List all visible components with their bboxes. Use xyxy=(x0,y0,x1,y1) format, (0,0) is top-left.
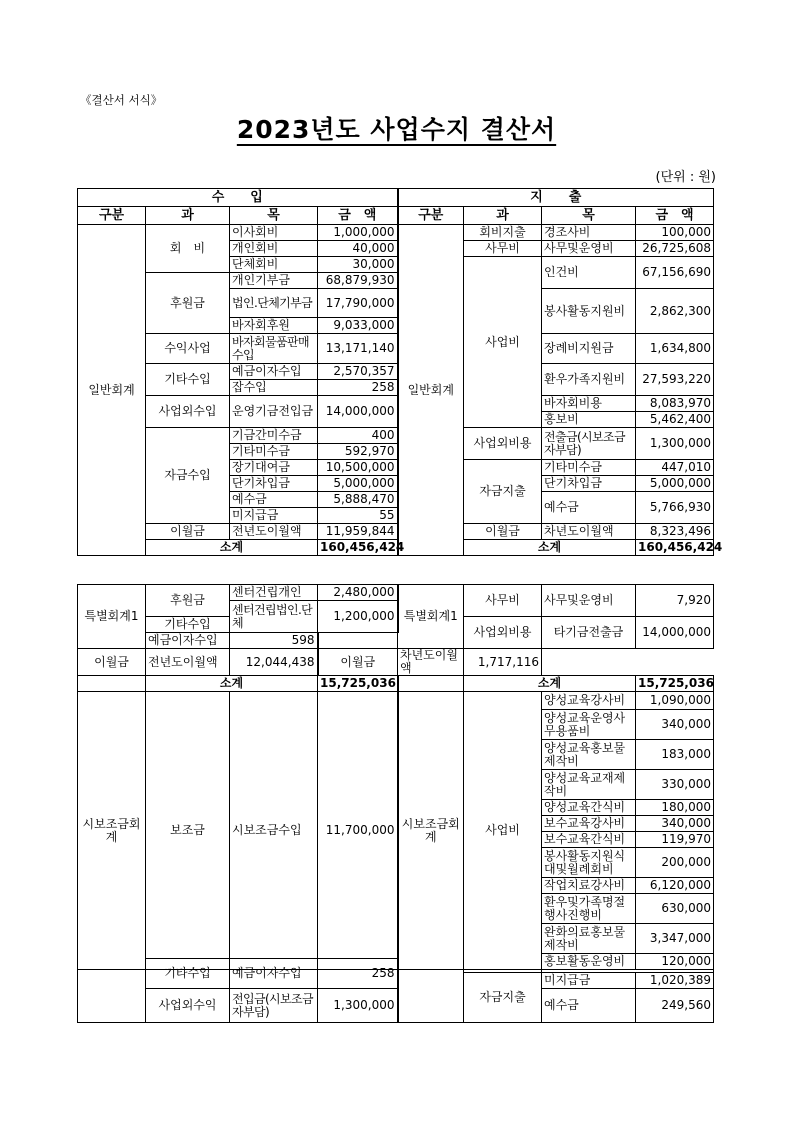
table-row xyxy=(78,396,714,412)
gwa-cell: 사업외수입 xyxy=(146,396,230,428)
gwa-cell: 보조금 xyxy=(146,692,230,970)
amount-cell: 14,000,000 xyxy=(318,396,398,428)
gwa-cell: 회비지출 xyxy=(464,225,542,241)
empty-cell xyxy=(464,959,542,973)
subtotal-label: 소계 xyxy=(146,540,318,556)
mok-cell: 단체회비 xyxy=(230,257,318,273)
gwa-cell: 후원금 xyxy=(146,585,230,617)
amount-cell: 258 xyxy=(318,959,398,989)
mok-cell: 사무및운영비 xyxy=(542,241,636,257)
gwa-cell: 자금수입 xyxy=(146,428,230,524)
gwa-cell: 기타수입 xyxy=(146,617,230,633)
table-row xyxy=(78,989,714,1005)
amount-cell: 14,000,000 xyxy=(636,617,714,649)
gwa-cell: 사무비 xyxy=(464,585,542,617)
mok-cell: 차년도이월액 xyxy=(542,524,636,540)
amount-cell: 630,000 xyxy=(636,894,714,924)
header-row-2 xyxy=(78,207,714,225)
mok-cell: 차년도이월액 xyxy=(398,649,464,676)
amount-cell: 200,000 xyxy=(636,848,714,878)
amount-cell: 11,959,844 xyxy=(318,524,398,540)
amount-cell: 1,200,000 xyxy=(318,601,398,633)
gwa-cell: 이월금 xyxy=(464,524,542,540)
gwa-cell: 후원금 xyxy=(146,273,230,334)
expense-gubun-header: 구분 xyxy=(398,207,464,225)
mok-cell: 예금이자수입 xyxy=(230,364,318,380)
mok-cell: 전년도이월액 xyxy=(146,649,230,676)
mok-cell: 양성교육간식비 xyxy=(542,800,636,816)
income-gwa-header: 과 xyxy=(146,207,230,225)
subtotal-amount: 15,725,036 xyxy=(636,676,714,692)
mok-cell: 예수금 xyxy=(542,989,636,1023)
amount-cell: 1,717,116 xyxy=(464,649,542,676)
amount-cell: 2,480,000 xyxy=(318,585,398,601)
amount-cell: 3,347,000 xyxy=(636,924,714,954)
amount-cell: 2,862,300 xyxy=(636,289,714,334)
page-title xyxy=(0,110,793,146)
mok-cell: 봉사활동지원비 xyxy=(542,289,636,334)
amount-cell: 55 xyxy=(318,508,398,524)
empty-cell xyxy=(78,959,146,1023)
mok-cell: 예금이자수입 xyxy=(146,633,230,649)
mok-cell: 예수금 xyxy=(230,492,318,508)
mok-cell: 양성교육운영사무용품비 xyxy=(542,710,636,740)
amount-cell: 9,033,000 xyxy=(318,318,398,334)
table-row xyxy=(78,959,714,973)
amount-cell: 1,020,389 xyxy=(636,973,714,989)
amount-cell: 592,970 xyxy=(318,444,398,460)
table-row xyxy=(78,428,714,444)
mok-cell: 환우가족지원비 xyxy=(542,364,636,396)
mok-cell: 홍보활동운영비 xyxy=(542,954,636,970)
amount-cell: 12,044,438 xyxy=(230,649,318,676)
income-amount-header: 금 액 xyxy=(318,207,398,225)
amount-cell: 2,570,357 xyxy=(318,364,398,380)
header-row-1 xyxy=(78,189,714,207)
amount-cell: 120,000 xyxy=(636,954,714,970)
mok-cell: 인건비 xyxy=(542,257,636,289)
amount-cell: 5,462,400 xyxy=(636,412,714,428)
subtotal-amount: 160,456,424 xyxy=(636,540,714,556)
gwa-cell: 수익사업 xyxy=(146,334,230,364)
expense-mok-header: 목 xyxy=(542,207,636,225)
subtotal-amount: 160,456,424 xyxy=(318,540,398,556)
amount-cell: 5,000,000 xyxy=(318,476,398,492)
section-label-general-expense: 일반회계 xyxy=(398,225,464,556)
subtotal-label: 소계 xyxy=(464,676,636,692)
settlement-table-bottom xyxy=(77,958,714,1023)
mok-cell: 전입금(시보조금자부담) xyxy=(230,989,318,1023)
gwa-cell: 사업비 xyxy=(464,692,542,970)
amount-cell: 258 xyxy=(318,380,398,396)
gwa-cell: 사무비 xyxy=(464,241,542,257)
mok-cell: 전년도이월액 xyxy=(230,524,318,540)
gwa-cell: 사업외수익 xyxy=(146,989,230,1023)
mok-cell: 봉사활동지원식대및월례회비 xyxy=(542,848,636,878)
empty-cell xyxy=(398,676,464,692)
gwa-cell: 사업외비용 xyxy=(464,617,542,649)
mok-cell: 바자회물품판매수입 xyxy=(230,334,318,364)
amount-cell: 330,000 xyxy=(636,770,714,800)
amount-cell: 1,300,000 xyxy=(636,428,714,460)
amount-cell: 40,000 xyxy=(318,241,398,257)
amount-cell: 249,560 xyxy=(636,989,714,1023)
gwa-cell: 기타수입 xyxy=(146,959,230,989)
amount-cell: 67,156,690 xyxy=(636,257,714,289)
mok-cell: 양성교육강사비 xyxy=(542,692,636,710)
amount-cell: 17,790,000 xyxy=(318,289,398,318)
subtotal-label: 소계 xyxy=(146,676,318,692)
amount-cell: 6,120,000 xyxy=(636,878,714,894)
amount-cell: 180,000 xyxy=(636,800,714,816)
mok-cell: 환우및가족명절행사진행비 xyxy=(542,894,636,924)
amount-cell: 8,083,970 xyxy=(636,396,714,412)
mok-cell: 기금간미수금 xyxy=(230,428,318,444)
subtotal-row xyxy=(78,676,714,692)
income-header: 수 입 xyxy=(78,189,398,207)
gwa-cell: 이월금 xyxy=(78,649,146,676)
amount-cell: 1,300,000 xyxy=(318,989,398,1023)
mok-cell: 시보조금수입 xyxy=(230,692,318,970)
amount-cell: 1,000,000 xyxy=(318,225,398,241)
table-row xyxy=(78,524,714,540)
amount-cell: 27,593,220 xyxy=(636,364,714,396)
amount-cell: 340,000 xyxy=(636,710,714,740)
mok-cell: 양성교육교재제작비 xyxy=(542,770,636,800)
section-label-special-income: 특별회계1 xyxy=(78,585,146,649)
amount-cell: 183,000 xyxy=(636,740,714,770)
gwa-cell: 이월금 xyxy=(318,649,398,676)
mok-cell: 양성교육홍보물제작비 xyxy=(542,740,636,770)
mok-cell: 보수교육강사비 xyxy=(542,816,636,832)
gwa-cell: 사업외비용 xyxy=(464,428,542,460)
mok-cell: 기타미수금 xyxy=(230,444,318,460)
mok-cell: 장기대여금 xyxy=(230,460,318,476)
table-row xyxy=(78,334,714,364)
gwa-cell: 사업비 xyxy=(464,257,542,428)
mok-cell: 보수교육간식비 xyxy=(542,832,636,848)
mok-cell: 단기차입금 xyxy=(230,476,318,492)
expense-gwa-header: 과 xyxy=(464,207,542,225)
mok-cell: 홍보비 xyxy=(542,412,636,428)
subtotal-amount: 15,725,036 xyxy=(318,676,398,692)
table-row xyxy=(78,585,714,601)
gwa-cell: 자금지출 xyxy=(464,460,542,524)
form-label: 《결산서 서식》 xyxy=(80,93,163,107)
mok-cell: 장례비지원금 xyxy=(542,334,636,364)
mok-cell: 센터건립법인.단체 xyxy=(230,601,318,633)
settlement-table-lower xyxy=(77,584,714,970)
subtotal-row xyxy=(78,540,714,556)
amount-cell: 11,700,000 xyxy=(318,692,398,970)
table-row xyxy=(78,692,714,710)
mok-cell: 운영기금전입금 xyxy=(230,396,318,428)
empty-cell xyxy=(78,676,146,692)
amount-cell: 1,090,000 xyxy=(636,692,714,710)
section-label-special-expense: 특별회계1 xyxy=(398,585,464,649)
mok-cell: 바자회비용 xyxy=(542,396,636,412)
mok-cell: 예금이자수입 xyxy=(230,959,318,989)
expense-amount-header: 금 액 xyxy=(636,207,714,225)
amount-cell: 13,171,140 xyxy=(318,334,398,364)
mok-cell: 예수금 xyxy=(542,492,636,524)
mok-cell: 사무및운영비 xyxy=(542,585,636,617)
amount-cell: 5,000,000 xyxy=(636,476,714,492)
mok-cell: 센터건립개인 xyxy=(230,585,318,601)
gwa-cell: 기타수입 xyxy=(146,364,230,396)
section-label-subsidy-income: 시보조금회계 xyxy=(78,692,146,970)
mok-cell: 개인기부금 xyxy=(230,273,318,289)
mok-cell: 미지급금 xyxy=(542,973,636,989)
title-text: 2023년도 사업수지 결산서 xyxy=(236,115,557,144)
amount-cell: 1,634,800 xyxy=(636,334,714,364)
settlement-table xyxy=(77,188,723,556)
empty-cell xyxy=(398,959,464,1023)
amount-cell: 7,920 xyxy=(636,585,714,617)
mok-cell: 경조사비 xyxy=(542,225,636,241)
amount-cell: 10,500,000 xyxy=(318,460,398,476)
amount-cell: 30,000 xyxy=(318,257,398,273)
amount-cell: 447,010 xyxy=(636,460,714,476)
mok-cell: 미지급금 xyxy=(230,508,318,524)
mok-cell: 개인회비 xyxy=(230,241,318,257)
mok-cell: 바자회후원 xyxy=(230,318,318,334)
amount-cell: 100,000 xyxy=(636,225,714,241)
expense-header: 지 출 xyxy=(398,189,714,207)
amount-cell: 598 xyxy=(230,633,318,649)
gwa-cell: 이월금 xyxy=(146,524,230,540)
mok-cell: 이사회비 xyxy=(230,225,318,241)
section-label-general-income: 일반회계 xyxy=(78,225,146,556)
amount-cell: 400 xyxy=(318,428,398,444)
mok-cell: 기타미수금 xyxy=(542,460,636,476)
section-label-subsidy-expense: 시보조금회계 xyxy=(398,692,464,970)
amount-cell: 340,000 xyxy=(636,816,714,832)
amount-cell: 119,970 xyxy=(636,832,714,848)
mok-cell: 잡수입 xyxy=(230,380,318,396)
gwa-cell: 자금지출 xyxy=(464,973,542,1023)
income-mok-header: 목 xyxy=(230,207,318,225)
mok-cell: 법인.단체기부금 xyxy=(230,289,318,318)
table-row xyxy=(78,649,714,676)
mok-cell: 전출금(시보조금자부담) xyxy=(542,428,636,460)
unit-label: (단위 : 원) xyxy=(655,170,716,185)
amount-cell: 8,323,496 xyxy=(636,524,714,540)
amount-cell: 68,879,930 xyxy=(318,273,398,289)
table-row xyxy=(78,364,714,380)
mok-cell: 작업치료강사비 xyxy=(542,878,636,894)
amount-cell: 5,766,930 xyxy=(636,492,714,524)
table-row xyxy=(78,225,714,241)
subtotal-label: 소계 xyxy=(464,540,636,556)
empty-cell xyxy=(542,959,714,973)
gwa-cell: 회 비 xyxy=(146,225,230,273)
mok-cell: 단기차입금 xyxy=(542,476,636,492)
amount-cell: 5,888,470 xyxy=(318,492,398,508)
mok-cell: 타기금전출금 xyxy=(542,617,636,649)
amount-cell: 26,725,608 xyxy=(636,241,714,257)
income-gubun-header: 구분 xyxy=(78,207,146,225)
mok-cell: 완화의료홍보물제작비 xyxy=(542,924,636,954)
